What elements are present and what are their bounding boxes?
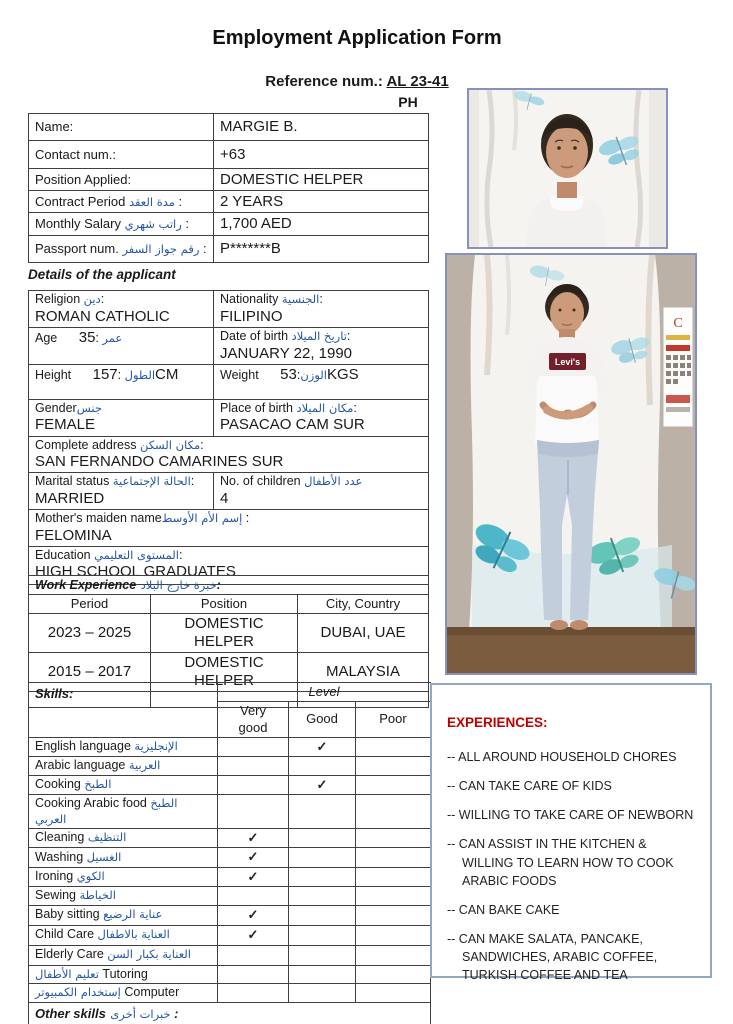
check-poor: [356, 945, 431, 965]
skill-row: Sewing الخياطة: [29, 886, 431, 905]
education-value: HIGH SCHOOL GRADUATES: [35, 563, 236, 581]
city-country-value: MALAYSIA: [298, 653, 429, 692]
col-header-position: Position: [151, 595, 298, 614]
check-very-good: [218, 984, 289, 1003]
table-row: [29, 169, 429, 191]
col-header-good: Good: [289, 702, 356, 738]
mother-value: FELOMINA: [35, 526, 112, 544]
check-very-good: [218, 757, 289, 776]
religion-value: ROMAN CATHOLIC: [35, 307, 170, 325]
check-very-good: [218, 965, 289, 984]
check-poor: [356, 925, 431, 945]
dob-value: JANUARY 22, 1990: [220, 344, 353, 362]
other-skills-cell: Other skills خبرات أخرى :: [29, 1002, 431, 1024]
skill-row: تعليم الأطفال Tutoring: [29, 965, 431, 984]
nationality-value: FILIPINO: [220, 307, 283, 325]
experiences-heading: EXPERIENCES:: [447, 715, 548, 730]
nationality-cell: Nationality الجنسية: FILIPINO: [214, 291, 429, 328]
contract-period-label: Contract Period مدة العقد :: [35, 193, 183, 209]
passport-label-arabic: رقم جواز السفر: [122, 242, 200, 256]
age-cell: Age عمر :35: [29, 328, 214, 365]
contract-period-label-arabic: مدة العقد: [128, 194, 175, 209]
table-row: [29, 213, 429, 236]
education-cell: Education المستوى التعليمي: HIGH SCHOOL GRADUATES: [29, 546, 429, 584]
city-country-value: DUBAI, UAE: [298, 614, 429, 653]
contract-period-value: 2 YEARS: [220, 192, 284, 210]
skill-row: Arabic language العربية: [29, 757, 431, 776]
work-experience-title: Work Experience: [35, 578, 137, 592]
experience-item: -- CAN MAKE SALATA, PANCAKE, SANDWICHES, ARABIC COFFEE, TURKISH COFFEE AND TEA: [447, 931, 658, 983]
col-header-city-country: City, Country: [298, 595, 429, 614]
height-value: 157CM: [92, 365, 179, 383]
reference-label: Reference num.:: [265, 73, 383, 90]
mother-cell: Mother's maiden nameإسم الأم الأوسط : FELOMINA: [29, 509, 429, 546]
applicant-details-table: [28, 290, 429, 585]
work-experience-title-arabic: خبرة خارج البلاد: [140, 578, 217, 592]
table-row: [29, 436, 429, 473]
table-row: [29, 1002, 431, 1024]
period-value: 2023 – 2025: [29, 614, 151, 653]
name-value: MARGIE B.: [220, 118, 298, 135]
check-very-good: ✓: [218, 905, 289, 925]
salary-value: 1,700 AED: [220, 215, 292, 232]
check-poor: [356, 905, 431, 925]
position-value: DOMESTIC HELPER: [151, 614, 298, 653]
experience-item: -- CAN ASSIST IN THE KITCHEN & WILLING TO LEARN HOW TO COOK ARABIC FOODS: [447, 837, 674, 888]
religion-cell: Religion دين: ROMAN CATHOLIC: [29, 291, 214, 328]
salary-label: Monthly Salary راتب شهري :: [35, 216, 190, 231]
period-value: 2015 – 2017: [29, 653, 151, 692]
experience-item: -- ALL AROUND HOUSEHOLD CHORES: [447, 750, 677, 764]
height-cell: Height الطول :157CM: [29, 364, 214, 399]
passport-label: Passport num. رقم جواز السفر :: [35, 241, 207, 256]
gender-label-arabic: جنس: [76, 400, 102, 415]
table-row: [29, 291, 429, 328]
skill-row: Cooking Arabic food الطبخ العربي: [29, 794, 431, 828]
skill-row: Child Care العناية بالاطفال ✓: [29, 925, 431, 945]
check-good: [289, 867, 356, 886]
check-poor: [356, 867, 431, 886]
check-good: [289, 984, 356, 1003]
check-very-good: ✓: [218, 848, 289, 867]
passport-value: P*******B: [220, 240, 281, 257]
check-poor: [356, 757, 431, 776]
check-very-good: ✓: [218, 925, 289, 945]
col-header-period: Period: [29, 595, 151, 614]
weight-cell: Weight الوزن:53KGS: [214, 364, 429, 399]
svg-text:C: C: [673, 316, 683, 331]
headshot-image: [469, 90, 666, 247]
check-poor: [356, 965, 431, 984]
pob-cell: Place of birth مكان الميلاد: PASACAO CAM SUR: [214, 399, 429, 436]
contact-label: Contact num.:: [35, 146, 116, 162]
experience-item: -- CAN BAKE CAKE: [447, 902, 560, 917]
country-code: PH: [398, 94, 418, 110]
check-good: [289, 794, 356, 828]
address-label-arabic: مكان السكن: [139, 437, 201, 452]
level-label: Level: [218, 683, 431, 702]
check-very-good: ✓: [218, 829, 289, 848]
check-poor: [356, 984, 431, 1003]
page-title: Employment Application Form: [212, 27, 502, 49]
table-row: [29, 614, 429, 653]
salary-label-arabic: راتب شهري: [124, 217, 182, 231]
gender-cell: Genderجنس FEMALE: [29, 399, 214, 436]
address-value: SAN FERNANDO CAMARINES SUR: [35, 453, 284, 471]
check-very-good: [218, 737, 289, 756]
check-poor: [356, 737, 431, 756]
applicant-summary-table: [28, 113, 429, 263]
check-poor: [356, 775, 431, 794]
height-label-arabic: الطول: [124, 367, 156, 382]
col-header-poor: Poor: [356, 702, 431, 738]
reference-value: AL 23-41: [386, 73, 449, 90]
calendar: [663, 307, 693, 427]
age-label-arabic: عمر: [102, 331, 123, 345]
table-row: [29, 364, 429, 399]
experience-item: -- WILLING TO TAKE CARE OF NEWBORN: [447, 808, 694, 823]
marital-cell: Marital status الحالة الإجتماعية: MARRIED: [29, 473, 214, 510]
shirt-brand-text: Levi's: [554, 357, 581, 367]
check-very-good: [218, 775, 289, 794]
table-row: [29, 191, 429, 213]
mother-label-arabic: إسم الأم الأوسط: [161, 510, 243, 525]
table-row: [29, 683, 431, 702]
full-body-image: [447, 255, 695, 673]
children-value: 4: [220, 489, 229, 507]
position-label: Position Applied:: [35, 171, 132, 187]
position-value: DOMESTIC HELPER: [220, 170, 364, 188]
religion-label-arabic: دين: [83, 292, 101, 306]
dob-cell: Date of birth تاريخ الميلاد: JANUARY 22, 1990: [214, 328, 429, 365]
marital-label-arabic: الحالة الإجتماعية: [112, 474, 191, 489]
check-good: [289, 848, 356, 867]
table-row: [29, 399, 429, 436]
skill-row: Baby sitting عناية الرضيع ✓: [29, 905, 431, 925]
table-row: [29, 328, 429, 365]
table-row: [29, 114, 429, 141]
table-row: [29, 473, 429, 510]
skill-row: Cleaning التنظيف ✓: [29, 829, 431, 848]
skills-label: Skills:: [35, 686, 74, 701]
check-good: ✓: [289, 775, 356, 794]
address-cell: Complete address مكان السكن: SAN FERNANDO CAMARINES SUR: [29, 436, 429, 473]
col-header-very-good: Very good: [218, 702, 289, 738]
check-good: ✓: [289, 737, 356, 756]
skill-row: إستخدام الكمبيوتر Computer: [29, 984, 431, 1003]
check-very-good: [218, 945, 289, 965]
check-poor: [356, 794, 431, 828]
skill-row: Cooking الطبخ ✓: [29, 775, 431, 794]
skill-row: English language الإنجليزية ✓: [29, 737, 431, 756]
pob-label-arabic: مكان الميلاد: [296, 400, 354, 415]
experience-item: -- CAN TAKE CARE OF KIDS: [447, 779, 612, 794]
details-section-title: Details of the applicant: [28, 267, 176, 282]
table-row: Work Experience خبرة خارج البلاد:: [29, 576, 429, 595]
check-good: [289, 757, 356, 776]
check-good: [289, 886, 356, 905]
table-row: [29, 509, 429, 546]
nationality-label-arabic: الجنسية: [281, 292, 320, 306]
check-good: [289, 925, 356, 945]
check-good: [289, 945, 356, 965]
weight-label-arabic: الوزن: [300, 367, 327, 382]
contact-value: +63: [220, 145, 246, 163]
table-row: [29, 141, 429, 169]
position-value: DOMESTIC HELPER: [151, 653, 298, 692]
pob-value: PASACAO CAM SUR: [220, 416, 365, 434]
age-value: 35: [78, 329, 96, 346]
education-label-arabic: المستوى التعليمي: [94, 547, 179, 562]
skill-row: Washing الغسيل ✓: [29, 848, 431, 867]
weight-value: 53KGS: [280, 365, 359, 383]
check-very-good: [218, 886, 289, 905]
table-row: [29, 595, 429, 614]
children-cell: No. of children عدد الأطفال 4: [214, 473, 429, 510]
skills-table: [28, 682, 431, 1024]
check-good: [289, 965, 356, 984]
marital-value: MARRIED: [35, 489, 105, 507]
table-row: [29, 236, 429, 263]
children-label-arabic: عدد الأطفال: [304, 474, 363, 489]
check-good: [289, 829, 356, 848]
check-poor: [356, 829, 431, 848]
check-very-good: ✓: [218, 867, 289, 886]
check-good: [289, 905, 356, 925]
applicant-full-body-photo: [445, 253, 697, 675]
check-poor: [356, 886, 431, 905]
skill-row: Elderly Care العناية بكبار السن: [29, 945, 431, 965]
gender-value: FEMALE: [35, 416, 96, 434]
name-label: Name:: [35, 119, 74, 134]
applicant-headshot-photo: [467, 88, 668, 249]
skill-row: Ironing الكوي ✓: [29, 867, 431, 886]
check-very-good: [218, 794, 289, 828]
check-poor: [356, 848, 431, 867]
dob-label-arabic: تاريخ الميلاد: [291, 329, 347, 343]
experiences-box: [430, 683, 712, 983]
